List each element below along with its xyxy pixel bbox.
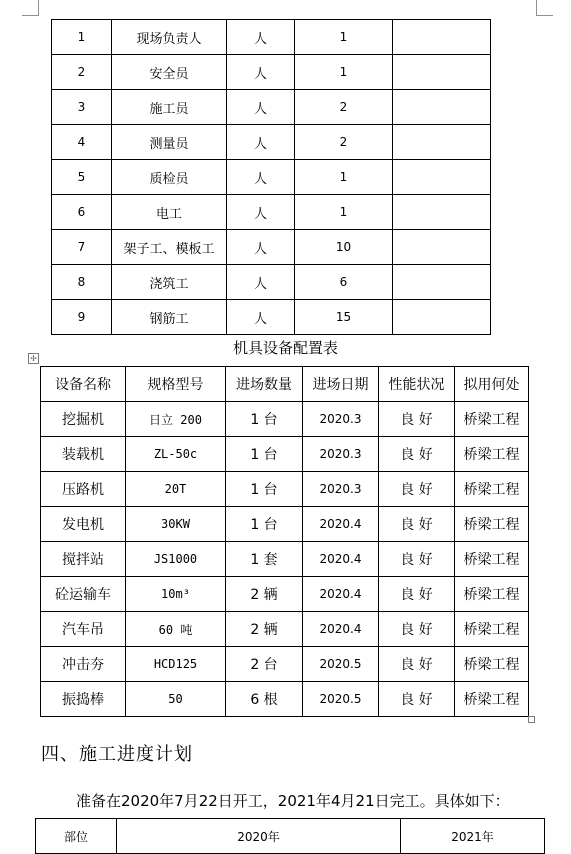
staff-row [52,265,491,300]
staff-cell-role: 电工 [112,195,227,230]
page-corner-mark [536,15,553,16]
equipment-cell-date: 2020.5 [303,682,379,717]
schedule-header-cell: 2020年 [117,819,401,854]
staff-cell-role: 安全员 [112,55,227,90]
equipment-row [41,402,529,437]
equipment-cell-model: ZL-50c [126,437,226,472]
section-heading: 四、施工进度计划 [41,744,193,765]
equipment-cell-model: 50 [126,682,226,717]
equipment-cell-date: 2020.4 [303,577,379,612]
staff-cell-unit: 人 [227,300,295,335]
staff-row [52,90,491,125]
equipment-cell-usage: 桥梁工程 [455,682,529,717]
equipment-table [40,366,529,717]
equipment-cell-date: 2020.4 [303,542,379,577]
staff-row [52,55,491,90]
equipment-row [41,437,529,472]
equipment-cell-usage: 桥梁工程 [455,577,529,612]
staff-cell-no: 7 [52,230,112,265]
equipment-header-cell: 规格型号 [126,367,226,402]
equipment-cell-model: JS1000 [126,542,226,577]
staff-row [52,195,491,230]
schedule-header-cell: 2021年 [401,819,545,854]
staff-cell-unit: 人 [227,55,295,90]
equipment-cell-usage: 桥梁工程 [455,647,529,682]
staff-cell-unit: 人 [227,160,295,195]
staff-cell-no: 6 [52,195,112,230]
equipment-cell-date: 2020.3 [303,472,379,507]
equipment-header-cell: 性能状况 [379,367,455,402]
staff-row [52,300,491,335]
staff-cell-note [393,265,491,300]
equipment-cell-usage: 桥梁工程 [455,612,529,647]
staff-cell-role: 钢筋工 [112,300,227,335]
staff-row [52,160,491,195]
equipment-cell-condition: 良 好 [379,647,455,682]
equipment-cell-quantity: 2 辆 [226,612,303,647]
staff-cell-no: 4 [52,125,112,160]
equipment-cell-date: 2020.4 [303,612,379,647]
equipment-cell-quantity: 1 台 [226,437,303,472]
schedule-table [35,818,545,854]
equipment-cell-condition: 良 好 [379,682,455,717]
staff-row [52,20,491,55]
staff-cell-count: 10 [295,230,393,265]
staff-cell-count: 6 [295,265,393,300]
equipment-cell-model: 60 吨 [126,612,226,647]
equipment-cell-usage: 桥梁工程 [455,507,529,542]
equipment-cell-model: 10m³ [126,577,226,612]
staff-cell-role: 架子工、模板工 [112,230,227,265]
staff-cell-count: 15 [295,300,393,335]
equipment-row [41,647,529,682]
staff-table [51,19,491,335]
equipment-header-cell: 进场日期 [303,367,379,402]
staff-cell-role: 质检员 [112,160,227,195]
staff-cell-count: 1 [295,20,393,55]
staff-cell-unit: 人 [227,265,295,300]
table-resize-handle[interactable] [528,716,535,723]
page-corner-mark [22,15,39,16]
equipment-cell-quantity: 6 根 [226,682,303,717]
equipment-cell-quantity: 2 台 [226,647,303,682]
equipment-cell-model: 20T [126,472,226,507]
staff-cell-unit: 人 [227,125,295,160]
staff-cell-count: 2 [295,125,393,160]
staff-cell-unit: 人 [227,230,295,265]
equipment-cell-quantity: 1 台 [226,402,303,437]
equipment-row [41,682,529,717]
staff-cell-note [393,55,491,90]
staff-cell-count: 1 [295,195,393,230]
equipment-cell-usage: 桥梁工程 [455,472,529,507]
equipment-cell-date: 2020.3 [303,437,379,472]
equipment-cell-usage: 桥梁工程 [455,542,529,577]
equipment-cell-condition: 良 好 [379,612,455,647]
equipment-row [41,577,529,612]
staff-cell-note [393,125,491,160]
staff-cell-note [393,90,491,125]
staff-cell-role: 浇筑工 [112,265,227,300]
equipment-cell-name: 挖掘机 [41,402,126,437]
equipment-cell-model: 日立 200 [126,402,226,437]
equipment-cell-quantity: 1 套 [226,542,303,577]
staff-cell-no: 1 [52,20,112,55]
staff-cell-note [393,160,491,195]
staff-cell-role: 施工员 [112,90,227,125]
equipment-cell-name: 冲击夯 [41,647,126,682]
equipment-cell-usage: 桥梁工程 [455,437,529,472]
equipment-cell-name: 搅拌站 [41,542,126,577]
staff-cell-role: 测量员 [112,125,227,160]
equipment-cell-name: 发电机 [41,507,126,542]
equipment-cell-model: 30KW [126,507,226,542]
staff-cell-unit: 人 [227,20,295,55]
table-move-handle-icon[interactable]: ✢ [28,353,39,364]
equipment-header-cell: 设备名称 [41,367,126,402]
equipment-cell-condition: 良 好 [379,402,455,437]
equipment-row [41,507,529,542]
equipment-cell-name: 振捣棒 [41,682,126,717]
equipment-cell-date: 2020.4 [303,507,379,542]
equipment-header-row [41,367,529,402]
equipment-cell-quantity: 1 台 [226,472,303,507]
equipment-cell-name: 压路机 [41,472,126,507]
equipment-cell-condition: 良 好 [379,472,455,507]
equipment-header-cell: 拟用何处 [455,367,529,402]
equipment-cell-condition: 良 好 [379,542,455,577]
equipment-cell-usage: 桥梁工程 [455,402,529,437]
staff-cell-count: 1 [295,160,393,195]
equipment-cell-date: 2020.5 [303,647,379,682]
staff-cell-note [393,195,491,230]
staff-cell-no: 8 [52,265,112,300]
equipment-cell-name: 装载机 [41,437,126,472]
equipment-cell-name: 汽车吊 [41,612,126,647]
equipment-cell-model: HCD125 [126,647,226,682]
staff-cell-unit: 人 [227,90,295,125]
equipment-row [41,472,529,507]
staff-cell-count: 1 [295,55,393,90]
equipment-cell-quantity: 2 辆 [226,577,303,612]
schedule-header-row [36,819,545,854]
schedule-paragraph: 准备在2020年7月22日开工，2021年4月21日完工。具体如下： [76,792,510,810]
staff-cell-count: 2 [295,90,393,125]
equipment-cell-name: 砼运输车 [41,577,126,612]
staff-cell-no: 2 [52,55,112,90]
staff-cell-no: 3 [52,90,112,125]
schedule-header-cell: 部位 [36,819,117,854]
equipment-row [41,612,529,647]
equipment-header-cell: 进场数量 [226,367,303,402]
staff-cell-role: 现场负责人 [112,20,227,55]
staff-row [52,230,491,265]
equipment-cell-condition: 良 好 [379,577,455,612]
staff-cell-note [393,230,491,265]
equipment-cell-condition: 良 好 [379,507,455,542]
equipment-cell-date: 2020.3 [303,402,379,437]
equipment-row [41,542,529,577]
equipment-table-title: 机具设备配置表 [232,339,338,357]
equipment-cell-quantity: 1 台 [226,507,303,542]
equipment-cell-condition: 良 好 [379,437,455,472]
staff-cell-note [393,300,491,335]
page-corner-mark [536,0,537,15]
page-corner-mark [38,0,39,15]
staff-row [52,125,491,160]
staff-cell-no: 5 [52,160,112,195]
staff-cell-note [393,20,491,55]
staff-cell-no: 9 [52,300,112,335]
staff-cell-unit: 人 [227,195,295,230]
